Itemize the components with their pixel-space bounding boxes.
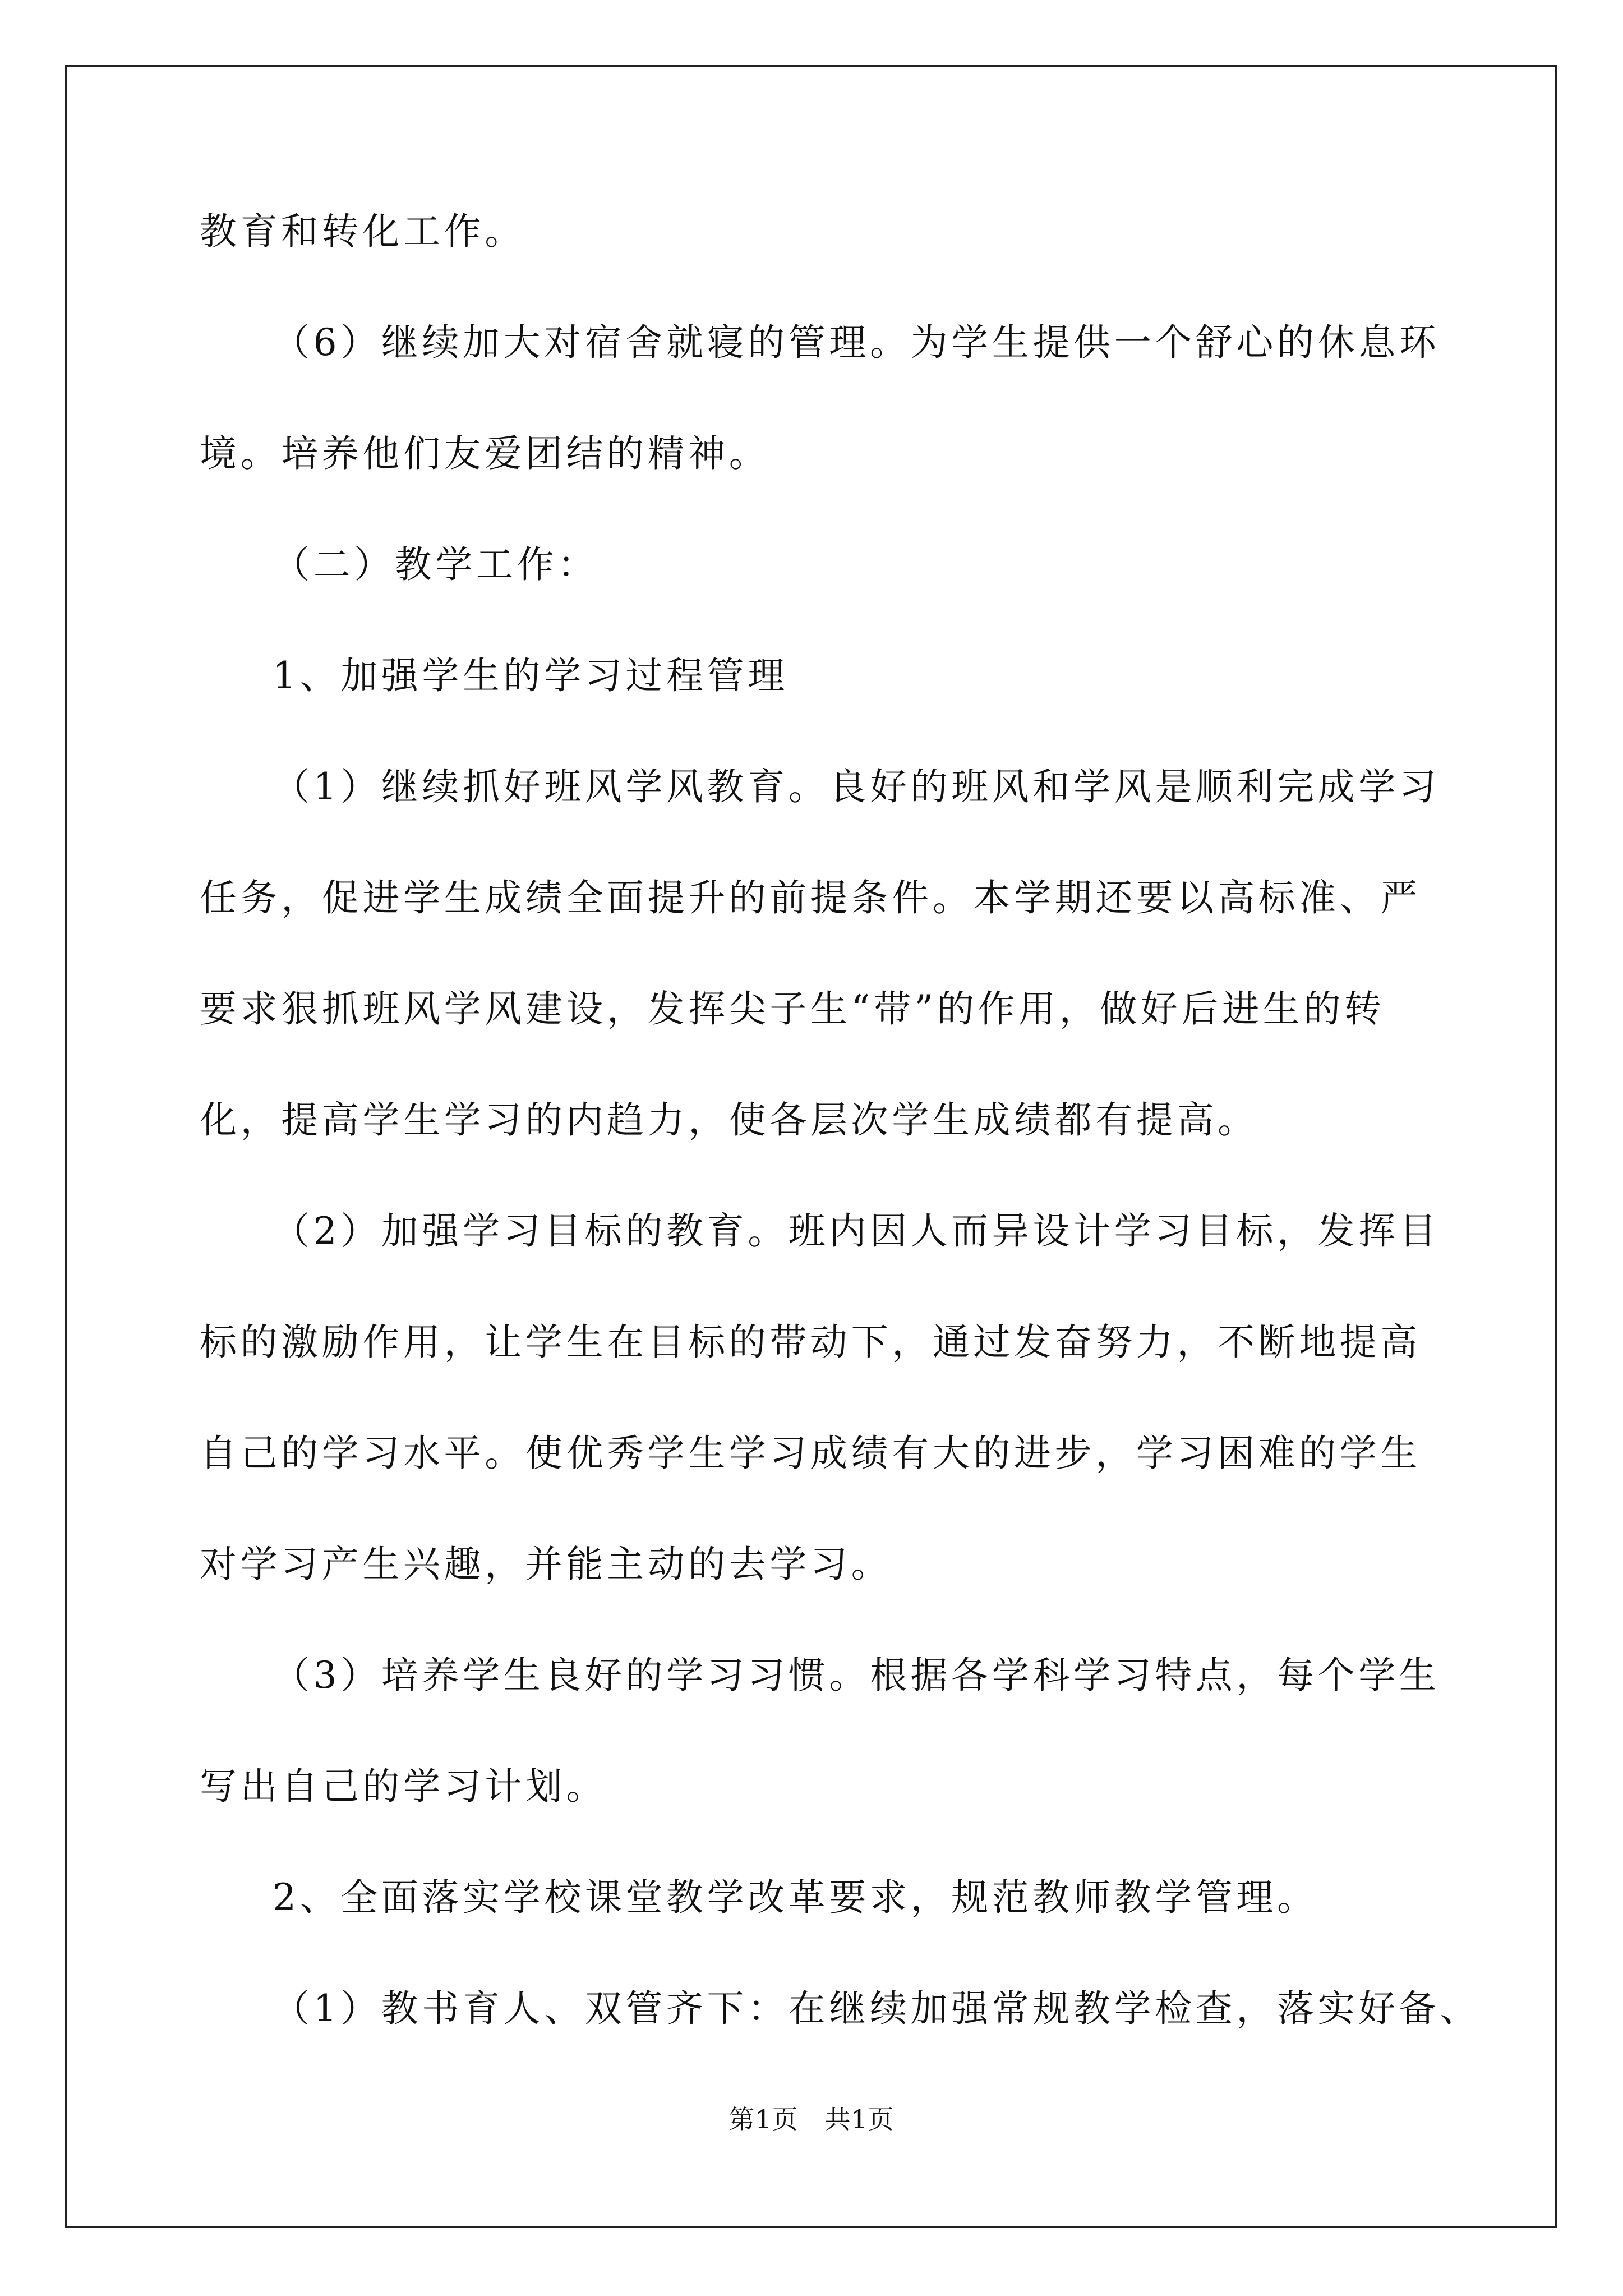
paragraph-line: 自己的学习水平。使优秀学生学习成绩有大的进步，学习困难的学生 [200, 1432, 1421, 1475]
paragraph-line: （1）继续抓好班风学风教育。良好的班风和学风是顺利完成学习 [273, 765, 1440, 808]
paragraph-line: （2）加强学习目标的教育。班内因人而异设计学习目标，发挥目 [273, 1209, 1440, 1253]
paragraph-line: 标的激励作用，让学生在目标的带动下，通过发奋努力，不断地提高 [200, 1320, 1421, 1364]
paragraph-line: 境。培养他们友爱团结的精神。 [200, 432, 770, 475]
subsection-heading: 2、全面落实学校课堂教学改革要求，规范教师教学管理。 [273, 1876, 1318, 1919]
paragraph-line: （3）培养学生良好的学习习惯。根据各学科学习特点，每个学生 [273, 1654, 1440, 1697]
paragraph-line: 写出自己的学习计划。 [200, 1765, 607, 1808]
paragraph-line: （6）继续加大对宿舍就寝的管理。为学生提供一个舒心的休息环 [273, 321, 1440, 364]
section-heading: （二）教学工作： [273, 543, 598, 586]
paragraph-line: 教育和转化工作。 [200, 210, 525, 253]
paragraph-line: 要求狠抓班风学风建设，发挥尖子生“带”的作用，做好后进生的转 [200, 987, 1385, 1030]
paragraph-line: 化，提高学生学习的内趋力，使各层次学生成绩都有提高。 [200, 1098, 1258, 1142]
paragraph-line: 任务，促进学生成绩全面提升的前提条件。本学期还要以高标准、严 [200, 876, 1421, 919]
paragraph-line: 对学习产生兴趣，并能主动的去学习。 [200, 1543, 892, 1586]
page-number-footer: 第1页 共1页 [728, 2104, 895, 2134]
subsection-heading: 1、加强学生的学习过程管理 [273, 654, 789, 697]
paragraph-line: （1）教书育人、双管齐下：在继续加强常规教学检查，落实好备、 [273, 1987, 1481, 2030]
